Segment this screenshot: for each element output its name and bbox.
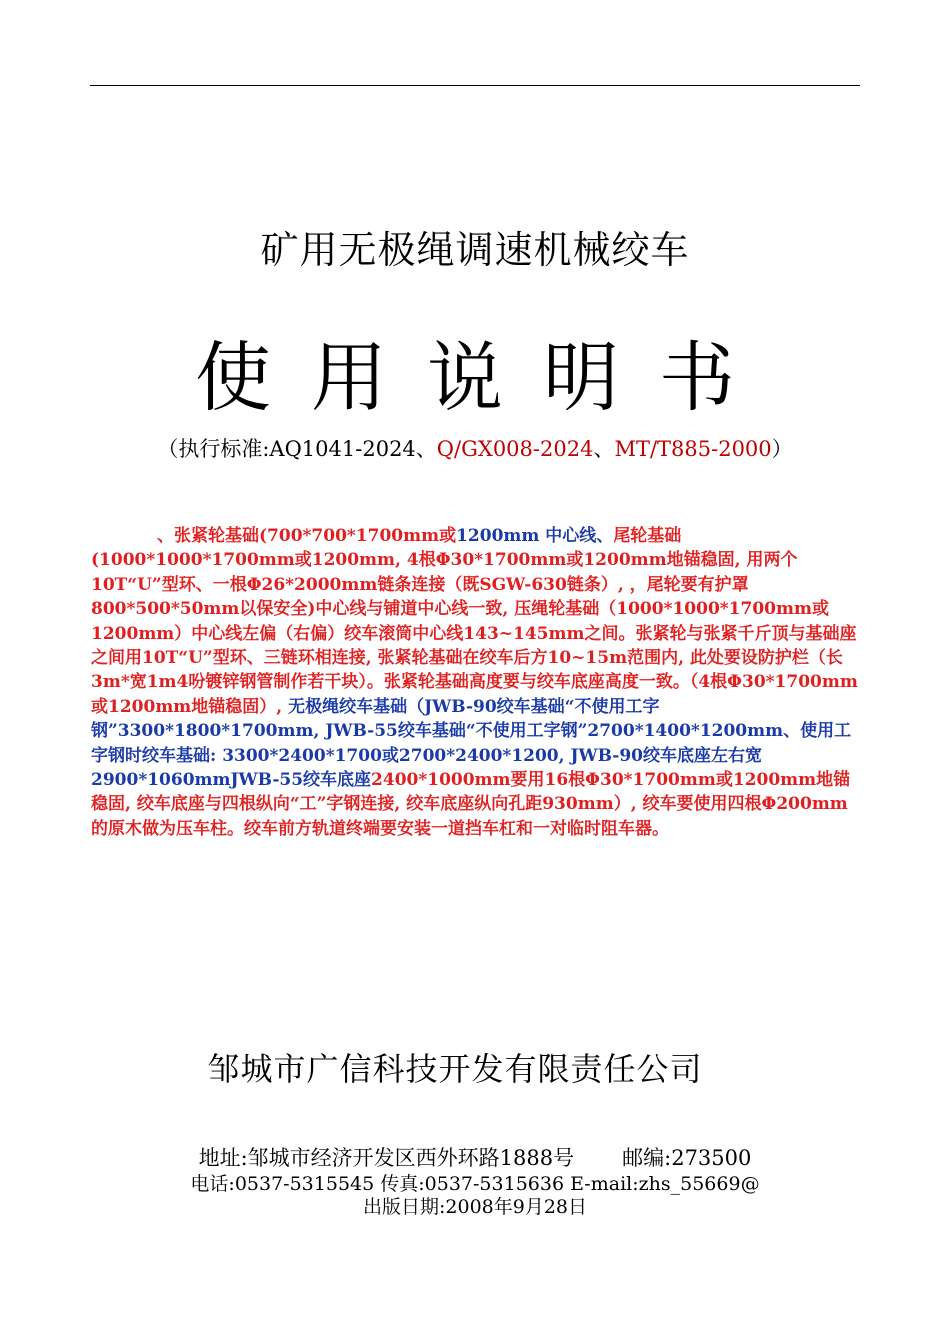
postcode-text: 邮编:273500	[622, 1146, 752, 1170]
product-title: 矿用无极绳调速机械绞车	[260, 228, 690, 272]
standards-separator: 、	[415, 437, 437, 461]
text-segment-anchoring: 2400*1000mm要用16根Φ30*1700mm或1200mm地锚稳固, 绞车底座与四根纵向“工”字钢连接, 绞车底座纵向孔距930mm）, 绞车要使用四根Φ200mm的原木做为压车柱。绞车前方轨道终端要安装一道挡车杠和一对临时阻车器。	[91, 770, 851, 839]
text-segment-tail-wheel: 尾轮基础(1000*1000*1700mm或1200mm, 4根Φ30*1700mm或1200mm地锚稳固, 用两个10T“U”型环、一根Φ26*2000mm链条连接（既SGW-630链条）, ，尾轮要有护罩800*500*50mm以保安全)中心线与铺道中心线一致, 压绳轮基础（1000*1000*1700mm或1200mm）中心线左偏（右偏）绞车滚筒中心线143~145mm之间。张紧轮与张紧千斤顶与基础座之间用10T“U”型环、三链环相连接, 张紧轮基础在绞车后方10~15m范围内, 此处要设防护栏（长3m*宽1m4吩镀锌钢管制作若干块）。张紧轮基础高度要与绞车底座高度一致。（4根Φ30*1700mm或1200mm地锚稳固）,	[91, 526, 858, 717]
text-segment-winch-foundation: 无极绳绞车基础（JWB-90绞车基础“不使用工字钢”3300*1800*1700mm, JWB-55绞车基础“不使用工字钢”2700*1400*1200mm、使用工字钢时绞车基础: 3300*2400*1700或2700*2400*1200, JWB-90绞车底座左右宽2900*1060mmJWB-55绞车底座	[91, 696, 852, 791]
text-segment-tension-wheel: 、张紧轮基础(700*700*1700mm或	[157, 526, 457, 546]
standards-open: （执行标准:	[157, 437, 270, 461]
address-line	[0, 1146, 950, 1170]
standard-aq1041: AQ1041-2024	[269, 437, 416, 461]
standard-mtt885: MT/T885-2000	[614, 437, 772, 461]
company-name: 邹城市广信科技开发有限责任公司	[207, 1050, 703, 1088]
installation-instructions	[91, 524, 863, 841]
standards-line	[0, 432, 950, 466]
header-rule	[90, 85, 860, 86]
address-text: 地址:邹城市经济开发区西外环路1888号	[198, 1146, 575, 1170]
publication-date: 出版日期:2008年9月28日	[362, 1196, 588, 1218]
text-segment-centerline: 1200mm 中心线、	[456, 526, 614, 546]
document-title: 使用说明书	[195, 333, 775, 422]
phone-line: 电话:0537-5315545 传真:0537-5315636 E-mail:zhs_55669@	[190, 1173, 760, 1195]
instructions-paragraph	[91, 524, 863, 841]
standards-close: ）	[771, 437, 793, 461]
standard-qgx008: Q/GX008-2024	[436, 437, 594, 461]
standards-separator: 、	[593, 437, 615, 461]
